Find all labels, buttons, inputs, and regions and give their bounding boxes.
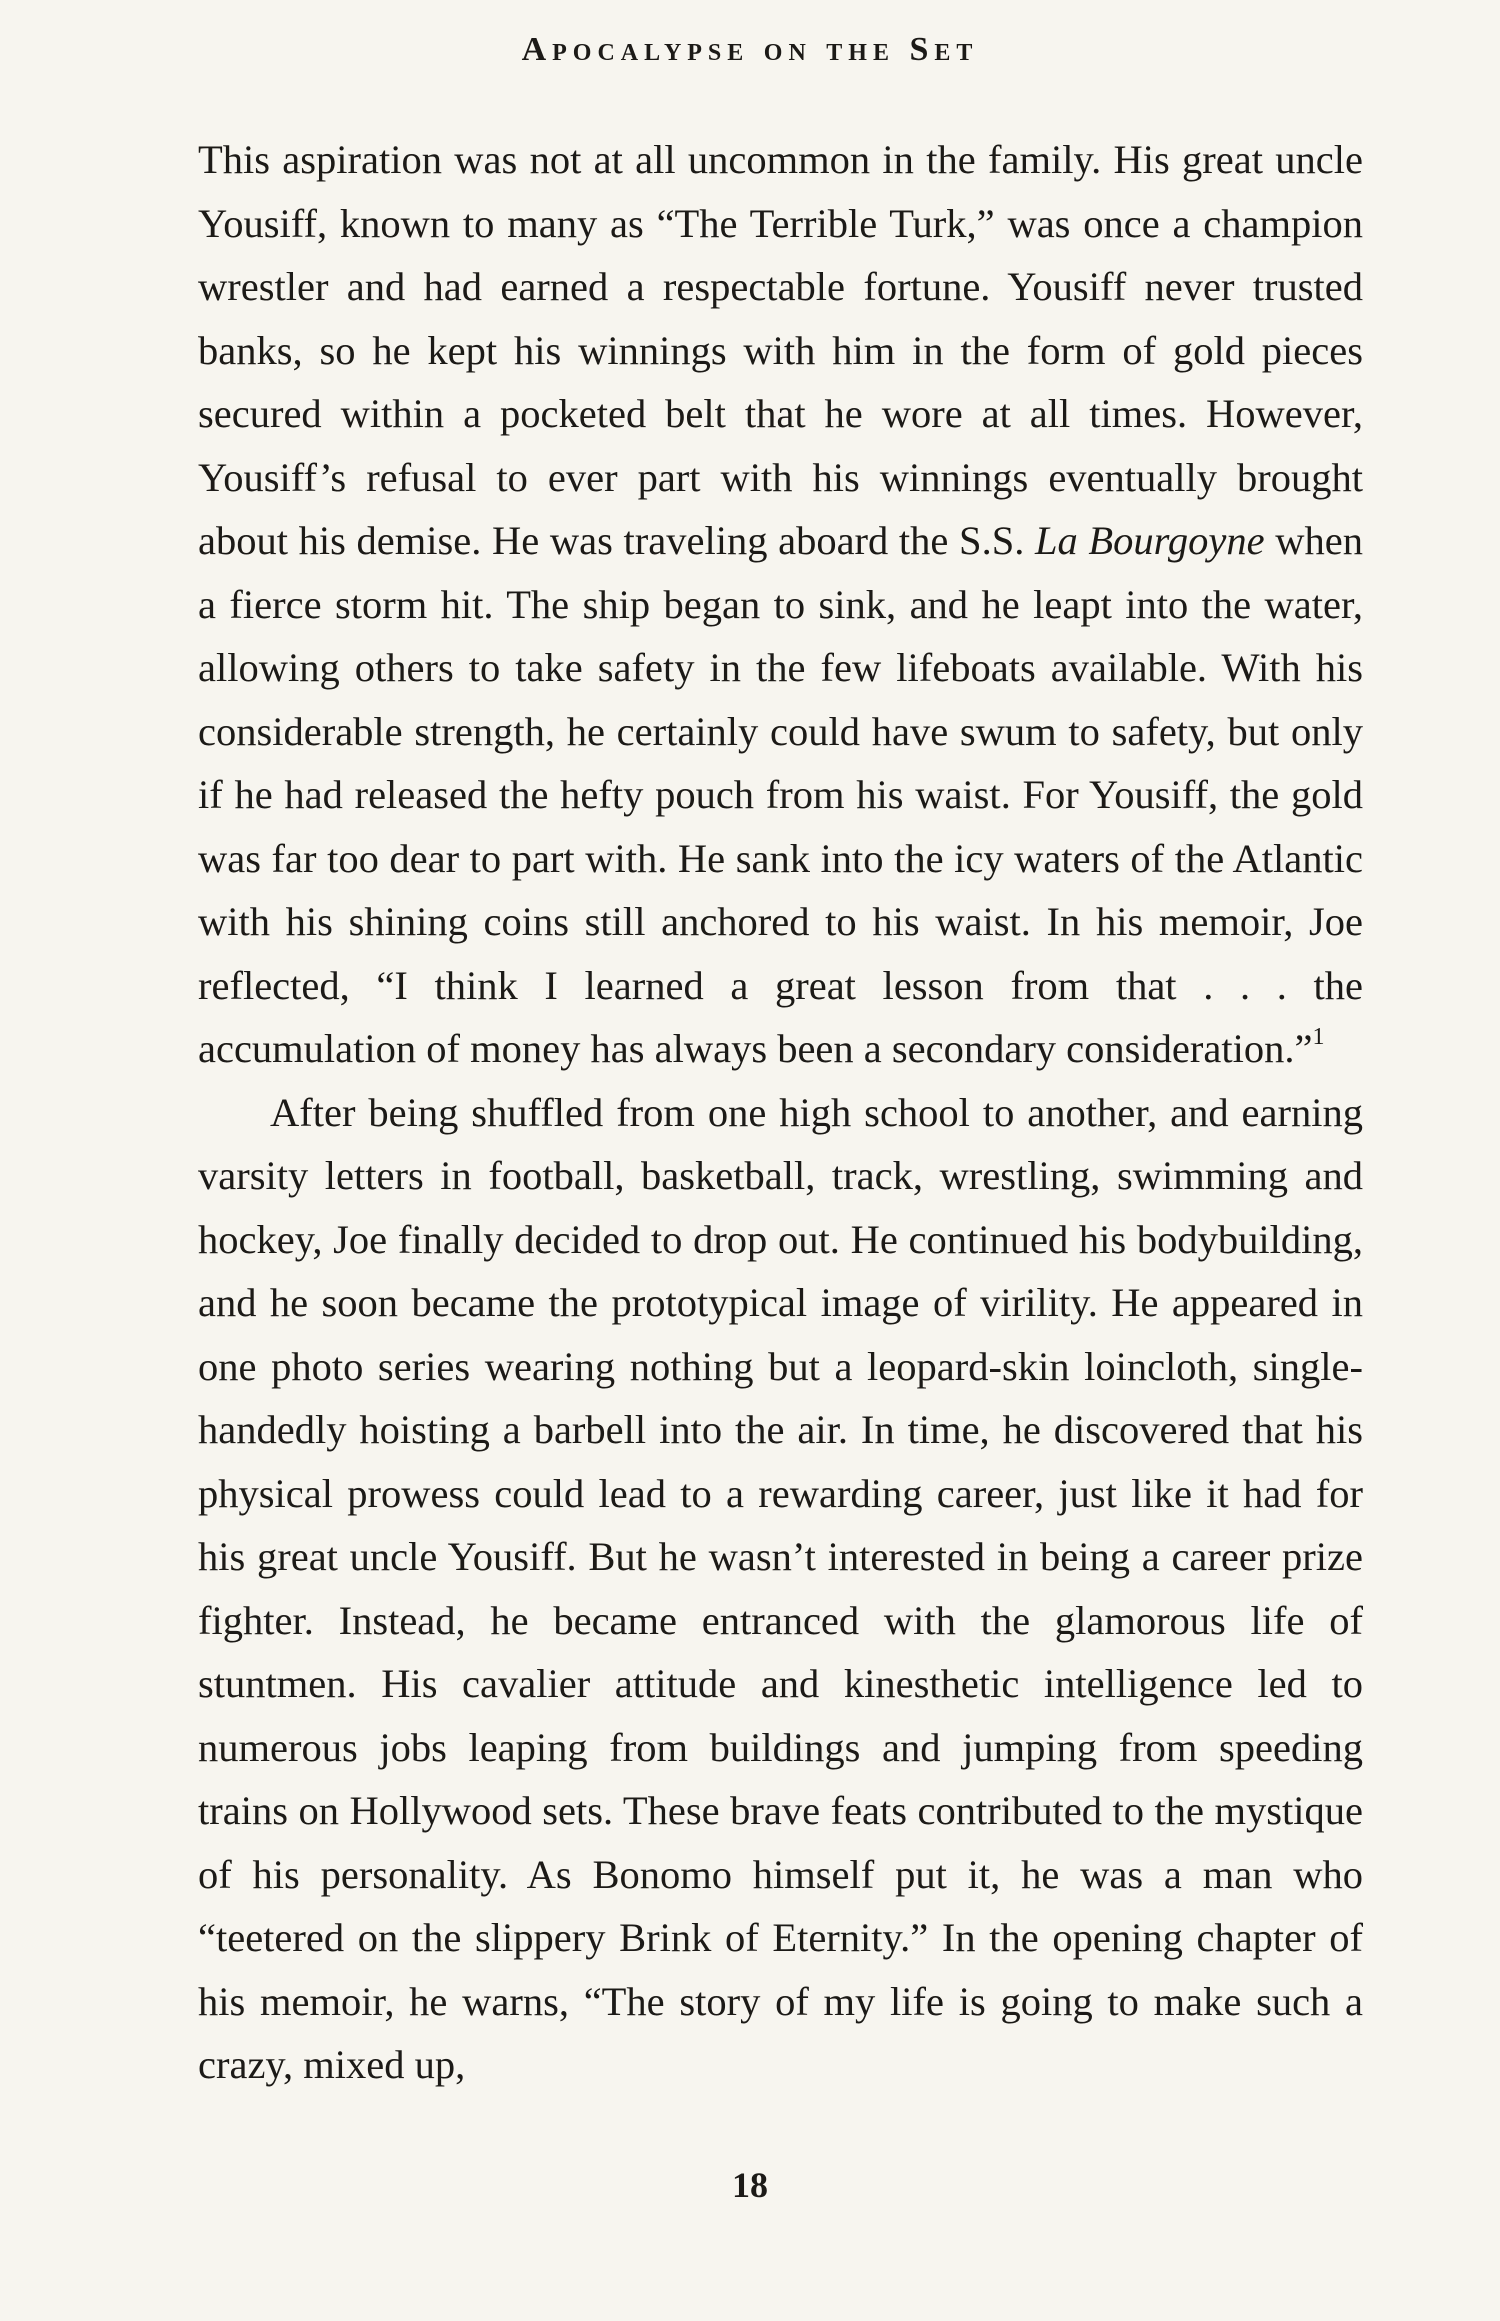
running-head: Apocalypse on the Set bbox=[521, 31, 979, 68]
paragraph-1-text-a: This aspiration was not at all uncommon in the family. His great uncle Yousiff, known to many as “The Terrible Turk,” was once a champion wrestler and had earned a respectable fortune. Yousiff never trusted banks, so he kept his winnings with him in the form of gold pieces secured within a pocketed belt that he wore at all times. However, Yousiff’s refusal to ever part with his winnings eventually brought about his demise. He was traveling aboard the S.S. bbox=[198, 137, 1363, 563]
paragraph-2: After being shuffled from one high school to another, and earning varsity letters in football, basketball, track, wrestling, swimming and hockey, Joe finally decided to drop out. He continued his bodybuilding, and he soon became the prototypical image of virility. He appeared in one photo series wearing nothing but a leopard-skin loincloth, single-handedly hoisting a barbell into the air. In time, he discovered that his physical prowess could lead to a rewarding career, just like it had for his great uncle Yousiff. But he wasn’t interested in being a career prize fighter. Instead, he became entranced with the glamorous life of stuntmen. His cavalier attitude and kinesthetic intelligence led to numerous jobs leaping from buildings and jumping from speeding trains on Hollywood sets. These brave feats contributed to the mystique of his personality. As Bonomo himself put it, he was a man who “teetered on the slippery Brink of Eternity.” In the opening chapter of his memoir, he warns, “The story of my life is going to make such a crazy, mixed up, bbox=[198, 1089, 1363, 2087]
footnote-ref: 1 bbox=[1312, 1023, 1325, 1050]
paragraph-1-text-b: when a fierce storm hit. The ship began to sink, and he leapt into the water, allowing others to take safety in the few lifeboats available. With his considerable strength, he certainly could have swum to safety, but only if he had released the hefty pouch from his waist. For Yousiff, the gold was far too dear to part with. He sank into the icy waters of the Atlantic with his shining coins still anchored to his waist. In his memoir, Joe reflected, “I think I learned a great lesson from that . . . the accumulation of money has always been a secondary consideration.” bbox=[198, 518, 1364, 1071]
page-number: 18 bbox=[732, 2165, 768, 2205]
body-text bbox=[198, 128, 1363, 2097]
paragraph-1 bbox=[198, 128, 1363, 1081]
ship-name: La Bourgoyne bbox=[1035, 518, 1265, 563]
